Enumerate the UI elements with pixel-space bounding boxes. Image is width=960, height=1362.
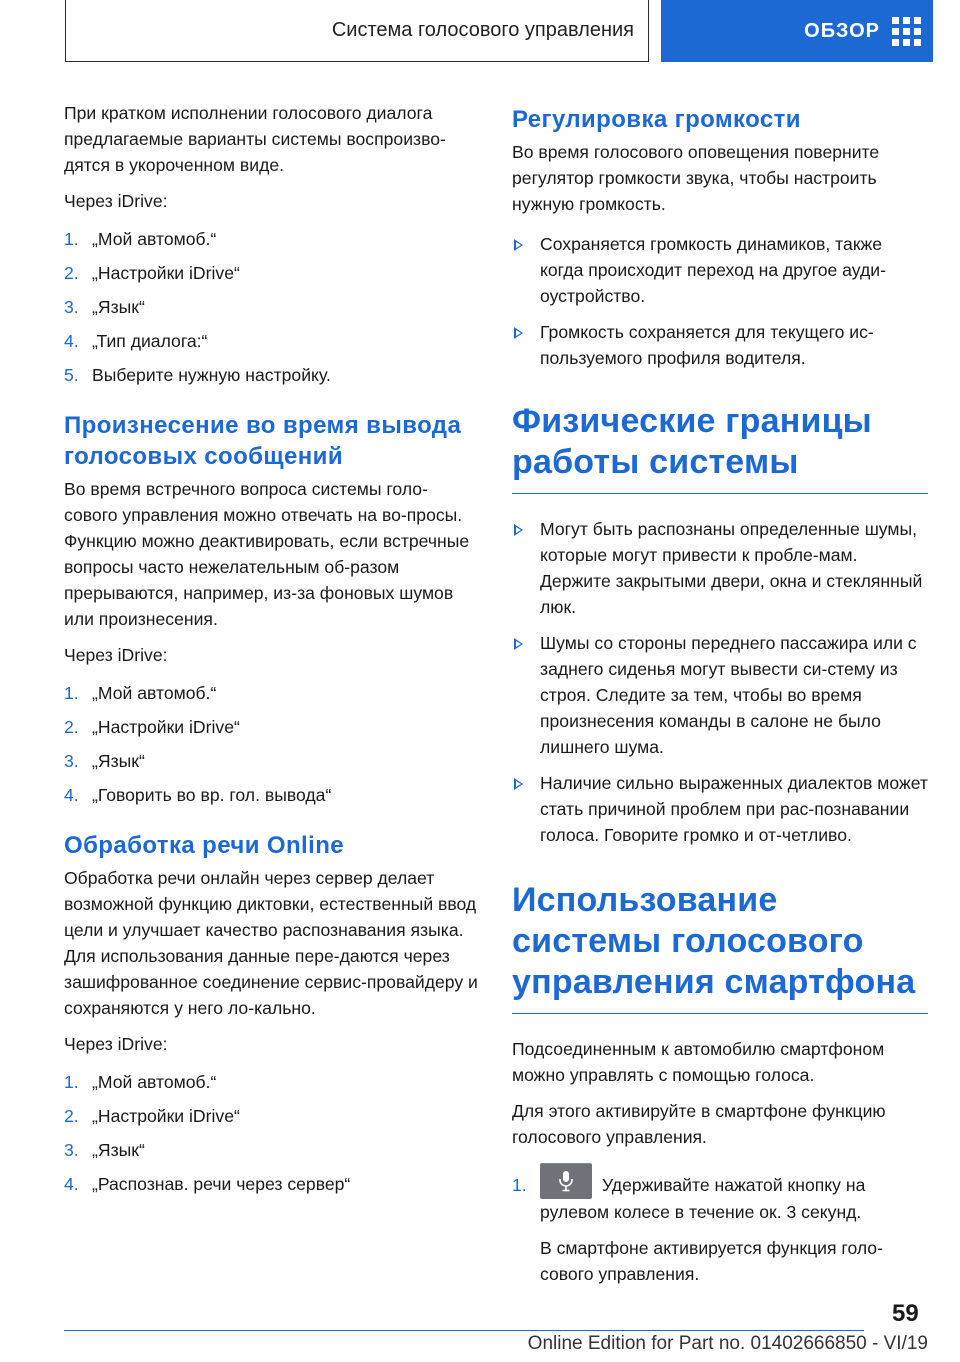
bullet-item	[512, 319, 928, 371]
speech-steps	[64, 680, 480, 808]
heading-limits-block	[512, 401, 928, 494]
step-text: „Настройки iDrive“	[92, 1106, 240, 1126]
step-item	[64, 1103, 480, 1129]
online-paragraph: Обработка речи онлайн через сервер делает возможной функцию диктовки, естественный ввод цели и улучшает качество распознавания языка. Для использования данные пере-даются через зашифрованное соединение сервис-провайдеру и сохраняются у него ло-кально.	[64, 868, 478, 1018]
via-idrive-label: Через iDrive:	[64, 645, 168, 665]
step-number: 4.	[64, 331, 79, 351]
step-item	[64, 260, 480, 286]
bullet-item	[512, 630, 928, 760]
bullet-item	[512, 231, 928, 309]
step-text: „Язык“	[92, 751, 145, 771]
section-title: Система голосового управления	[331, 19, 634, 41]
step-text: Выберите нужную настройку.	[92, 365, 331, 385]
triangle-bullet-icon	[512, 231, 540, 309]
bullet-text: Могут быть распознаны определенные шумы, которые могут привести к пробле-мам. Держите закрытыми двери, окна и стеклянный люк.	[540, 519, 923, 617]
step-item	[64, 226, 480, 252]
heading-speech-output: Произнесение во время вывода голосовых сообщений	[64, 412, 462, 470]
triangle-bullet-icon	[512, 630, 540, 760]
step-number: 1.	[64, 229, 79, 249]
step-number: 4.	[64, 785, 79, 805]
step-text: „Настройки iDrive“	[92, 717, 240, 737]
step-number: 1.	[64, 683, 79, 703]
step-number: 3.	[64, 751, 79, 771]
edition-footer: Online Edition for Part no. 01402666850 - VI/19	[527, 1333, 928, 1354]
step-result: В смартфоне активируется функция голо-сового управления.	[540, 1238, 883, 1285]
step-item	[64, 680, 480, 706]
step-number: 5.	[64, 365, 79, 385]
step-number: 2.	[64, 717, 79, 737]
overview-tab[interactable]	[661, 0, 933, 62]
step-item	[64, 748, 480, 774]
step-number: 2.	[64, 263, 79, 283]
heading-limits: Физические границы работы системы	[512, 402, 872, 481]
step-text: „Настройки iDrive“	[92, 263, 240, 283]
heading-volume: Регулировка громкости	[512, 106, 801, 133]
bullet-text: Наличие сильно выраженных диалектов может стать причиной проблем при рас-познавании голоса. Говорите громко и от-четливо.	[540, 773, 928, 845]
step-item	[64, 714, 480, 740]
phone-paragraph-2: Для этого активируйте в смартфоне функцию голосового управления.	[512, 1101, 886, 1147]
page-number: 59	[892, 1300, 919, 1327]
triangle-bullet-icon	[512, 319, 540, 371]
bullet-text: Громкость сохраняется для текущего ис-пользуемого профиля водителя.	[540, 322, 874, 368]
phone-paragraph-1: Подсоединенным к автомобилю смартфоном можно управлять с помощью голоса.	[512, 1039, 885, 1085]
right-column	[512, 100, 928, 1305]
via-idrive-label: Через iDrive:	[64, 1034, 168, 1054]
step-item	[64, 1137, 480, 1163]
step-item	[64, 1171, 480, 1197]
left-column	[64, 100, 480, 1205]
step-item	[64, 1069, 480, 1095]
step-number: 3.	[64, 1140, 79, 1160]
step-item	[64, 294, 480, 320]
microphone-icon	[540, 1163, 592, 1199]
step-text: Удерживайте нажатой кнопку на рулевом колесе в течение ок. 3 секунд.	[540, 1175, 866, 1223]
limits-bullets	[512, 516, 928, 848]
step-text: „Язык“	[92, 297, 145, 317]
grid-icon	[892, 17, 921, 46]
step-item	[64, 782, 480, 808]
step-item	[64, 328, 480, 354]
step-number: 1.	[512, 1175, 527, 1195]
step-item	[64, 362, 480, 388]
step-number: 3.	[64, 297, 79, 317]
footer-divider	[64, 1330, 864, 1331]
volume-bullets	[512, 231, 928, 371]
step-text: „Распознав. речи через сервер“	[92, 1174, 351, 1194]
bullet-text: Шумы со стороны переднего пассажира или с заднего сиденья могут вывести си-стему из строя. Следите за тем, чтобы во время произнесения команды в салоне не было лишнего шума.	[540, 633, 917, 757]
overview-label: ОБЗОР	[804, 19, 880, 42]
step-text: „Тип диалога:“	[92, 331, 208, 351]
step-text: „Мой автомоб.“	[92, 1072, 217, 1092]
online-steps	[64, 1069, 480, 1197]
triangle-bullet-icon	[512, 770, 540, 848]
step-item	[512, 1172, 928, 1297]
step-number: 2.	[64, 1106, 79, 1126]
triangle-bullet-icon	[512, 516, 540, 620]
step-text: „Мой автомоб.“	[92, 683, 217, 703]
via-idrive-label: Через iDrive:	[64, 191, 168, 211]
header-section-box	[65, 0, 649, 62]
bullet-item	[512, 770, 928, 848]
volume-paragraph: Во время голосового оповещения поверните регулятор громкости звука, чтобы настроить нужную громкость.	[512, 142, 880, 214]
speech-paragraph: Во время встречного вопроса системы голо-сового управления можно отвечать на во-просы. Функцию можно деактивировать, если встречные вопросы часто нежелательным об-разом прерываются, например, из-за фоновых шумов или произнесения.	[64, 479, 470, 629]
heading-phone-block	[512, 880, 928, 1014]
phone-steps	[512, 1172, 928, 1297]
step-number: 4.	[64, 1174, 79, 1194]
intro-paragraph: При кратком исполнении голосового диалога предлагаемые варианты системы воспроизво-дятся в укороченном виде.	[64, 103, 446, 175]
bullet-text: Сохраняется громкость динамиков, также когда происходит переход на другое ауди-оустройство.	[540, 234, 886, 306]
heading-online-processing: Обработка речи Online	[64, 832, 345, 859]
dialog-type-steps	[64, 226, 480, 388]
bullet-item	[512, 516, 928, 620]
step-text: „Мой автомоб.“	[92, 229, 217, 249]
step-body	[540, 1172, 928, 1297]
step-number: 1.	[64, 1072, 79, 1092]
heading-phone-voice: Использование системы голосового управления смартфона	[512, 881, 916, 1001]
step-text: „Язык“	[92, 1140, 145, 1160]
step-text: „Говорить во вр. гол. вывода“	[92, 785, 332, 805]
